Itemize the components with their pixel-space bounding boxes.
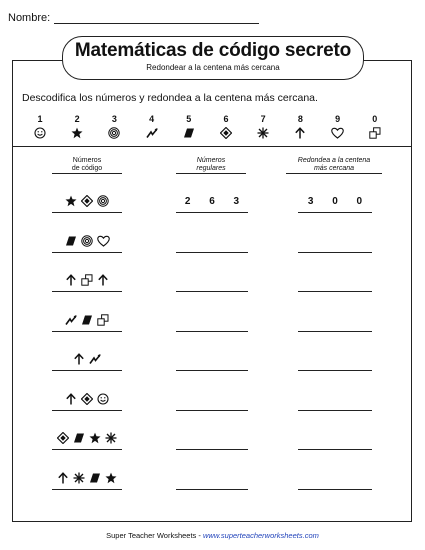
code-row-8 [52, 471, 122, 485]
key-item-9 [328, 114, 348, 138]
asterisk-icon [253, 126, 273, 138]
key-digit: 0 [372, 114, 378, 124]
regular-answer-text: 2 6 3 [184, 196, 248, 207]
column-header-codes-line1: Números [72, 157, 102, 164]
name-input-line[interactable] [54, 12, 259, 24]
key-item-0 [365, 114, 385, 138]
footer-link[interactable]: www.superteacherworksheets.com [202, 531, 319, 540]
star-icon [65, 195, 77, 207]
heart-icon [328, 126, 348, 138]
column-header-codes-line2: de código [52, 165, 122, 174]
star-icon [105, 472, 117, 484]
name-field [8, 12, 259, 24]
code-line [52, 410, 122, 411]
asterisk-icon [105, 432, 117, 444]
page-subtitle: Redondear a la centena más cercana [146, 63, 280, 72]
regular-answer-line[interactable] [176, 252, 248, 253]
key-digit: 7 [260, 114, 266, 124]
regular-answer-line[interactable] [176, 410, 248, 411]
spiral-icon [104, 126, 124, 138]
regular-answer-line[interactable] [176, 291, 248, 292]
rounded-answer-line[interactable] [298, 291, 372, 292]
key-item-6 [216, 114, 236, 138]
up-arrow-icon [65, 274, 77, 286]
code-line [52, 212, 122, 213]
key-item-2 [67, 114, 87, 138]
rounded-answer-line[interactable] [298, 410, 372, 411]
footer-text: Super Teacher Worksheets - [106, 531, 203, 540]
code-line [52, 489, 122, 490]
key-digit: 9 [335, 114, 341, 124]
squares-icon [365, 126, 385, 138]
code-row-4 [52, 313, 122, 327]
asterisk-icon [73, 472, 85, 484]
column-header-regular [176, 157, 246, 174]
code-row-6 [52, 392, 122, 406]
regular-answer-line[interactable] [176, 331, 248, 332]
rounded-answer-line[interactable] [298, 489, 372, 490]
column-header-regular-line2: regulares [176, 165, 246, 174]
diamond-icon [57, 432, 69, 444]
code-row-1 [52, 194, 122, 208]
column-header-rounded [286, 157, 382, 174]
key-digit: 3 [111, 114, 117, 124]
key-item-3 [104, 114, 124, 138]
squares-icon [81, 274, 93, 286]
regular-answer-line[interactable] [176, 212, 248, 213]
zigzag-icon [89, 353, 101, 365]
parallelogram-icon [179, 126, 199, 138]
key-digit: 5 [186, 114, 192, 124]
regular-answer-line[interactable] [176, 449, 248, 450]
key-item-1 [30, 114, 50, 138]
star-icon [89, 432, 101, 444]
parallelogram-icon [81, 314, 93, 326]
key-item-8 [290, 114, 310, 138]
key-digit: 6 [223, 114, 229, 124]
diamond-icon [81, 195, 93, 207]
key-item-7 [253, 114, 273, 138]
name-label: Nombre: [8, 12, 51, 24]
squares-icon [97, 314, 109, 326]
parallelogram-icon [65, 235, 77, 247]
up-arrow-icon [97, 274, 109, 286]
instructions: Descodifica los números y redondea a la centena más cercana. [22, 92, 318, 104]
zigzag-icon [65, 314, 77, 326]
rounded-answer-line[interactable] [298, 331, 372, 332]
key-digit: 4 [149, 114, 155, 124]
column-header-regular-line1: Números [196, 157, 226, 164]
smiley-icon [97, 393, 109, 405]
code-line [52, 449, 122, 450]
diamond-icon [81, 393, 93, 405]
regular-answer-line[interactable] [176, 370, 248, 371]
rounded-answer-text: 3 0 0 [307, 196, 371, 207]
rounded-answer-line[interactable] [298, 370, 372, 371]
up-arrow-icon [57, 472, 69, 484]
spiral-icon [97, 195, 109, 207]
up-arrow-icon [290, 126, 310, 138]
code-row-5 [52, 352, 122, 366]
smiley-icon [30, 126, 50, 138]
code-line [52, 331, 122, 332]
key-digit: 1 [37, 114, 43, 124]
code-line [52, 370, 122, 371]
title-banner [62, 36, 364, 80]
key-digit: 8 [297, 114, 303, 124]
star-icon [67, 126, 87, 138]
column-header-codes [52, 157, 122, 174]
code-row-3 [52, 273, 122, 287]
zigzag-icon [142, 126, 162, 138]
parallelogram-icon [89, 472, 101, 484]
code-row-7 [52, 431, 122, 445]
page-title: Matemáticas de código secreto [74, 40, 352, 61]
rounded-answer-line[interactable] [298, 212, 372, 213]
rounded-answer-line[interactable] [298, 252, 372, 253]
column-header-rounded-line2: más cercana [286, 165, 382, 174]
rounded-answer-line[interactable] [298, 449, 372, 450]
key-digit: 2 [74, 114, 80, 124]
regular-answer-line[interactable] [176, 489, 248, 490]
code-line [52, 252, 122, 253]
up-arrow-icon [73, 353, 85, 365]
code-row-2 [52, 234, 122, 248]
code-line [52, 291, 122, 292]
footer [0, 531, 425, 540]
heart-icon [97, 235, 110, 247]
section-divider [12, 146, 412, 147]
spiral-icon [81, 235, 93, 247]
up-arrow-icon [65, 393, 77, 405]
column-header-rounded-line1: Redondea a la centena [297, 157, 371, 164]
parallelogram-icon [73, 432, 85, 444]
key-item-4 [142, 114, 162, 138]
diamond-icon [216, 126, 236, 138]
key-item-5 [179, 114, 199, 138]
